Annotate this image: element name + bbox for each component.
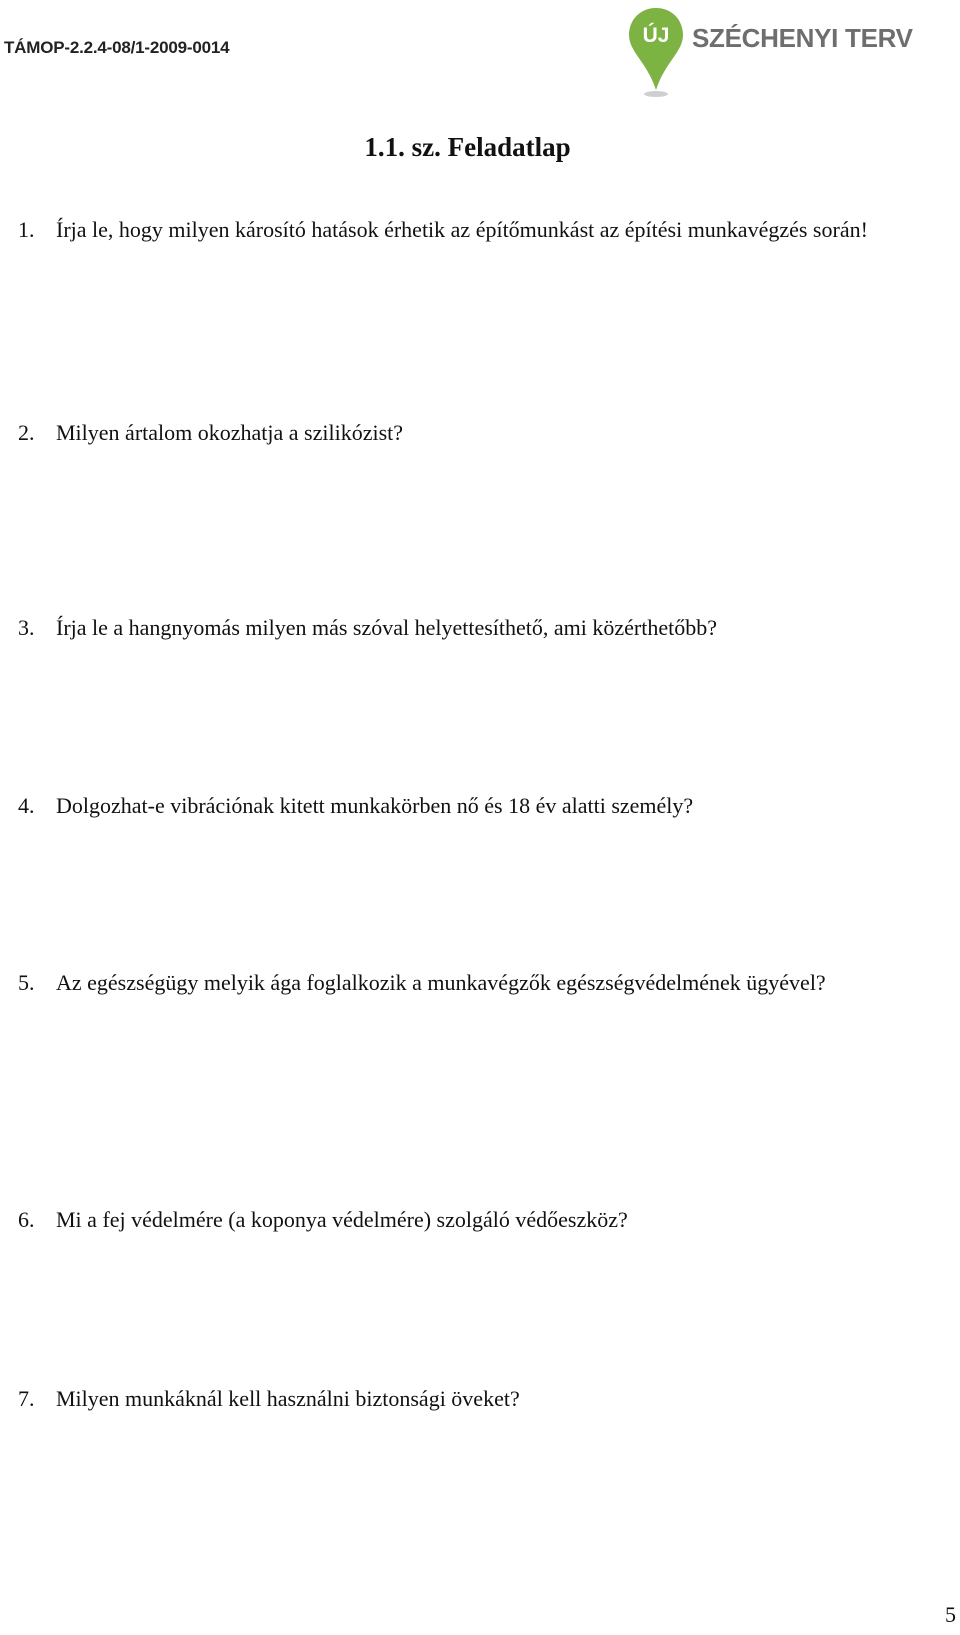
question-text: Milyen ártalom okozhatja a szilikózist?	[56, 420, 404, 445]
question-number: 1.	[18, 217, 35, 242]
question-text: Írja le a hangnyomás milyen más szóval helyettesíthető, ami közérthetőbb?	[56, 615, 718, 640]
question-6	[18, 1206, 958, 1234]
question-3	[18, 614, 958, 642]
page-number: 5	[945, 1602, 956, 1627]
question-number: 3.	[18, 615, 35, 640]
szechenyi-terv-logo	[627, 6, 947, 98]
question-text: Milyen munkáknál kell használni biztonsági öveket?	[56, 1386, 520, 1411]
question-1	[18, 216, 958, 244]
question-7	[18, 1385, 958, 1413]
question-2	[18, 419, 958, 447]
logo-wordmark: SZÉCHENYI TERV	[692, 23, 913, 53]
map-pin-icon	[627, 6, 687, 98]
question-text: Írja le, hogy milyen károsító hatások érhetik az építőmunkást az építési munkavégzés során!	[56, 217, 868, 242]
project-code: TÁMOP-2.2.4-08/1-2009-0014	[4, 38, 230, 57]
logo-pin-text: ÚJ	[642, 24, 670, 47]
question-number: 6.	[18, 1207, 35, 1232]
question-number: 4.	[18, 793, 35, 818]
question-5	[18, 969, 958, 997]
question-4	[18, 792, 958, 820]
question-text: Dolgozhat-e vibrációnak kitett munkakörben nő és 18 év alatti személy?	[56, 793, 694, 818]
question-number: 7.	[18, 1386, 35, 1411]
question-number: 2.	[18, 420, 35, 445]
page-title: 1.1. sz. Feladatlap	[364, 132, 571, 162]
question-text: Mi a fej védelmére (a koponya védelmére) szolgáló védőeszköz?	[56, 1207, 628, 1232]
question-text: Az egészségügy melyik ága foglalkozik a munkavégzők egészségvédelmének ügyével?	[56, 970, 826, 995]
question-number: 5.	[18, 970, 35, 995]
